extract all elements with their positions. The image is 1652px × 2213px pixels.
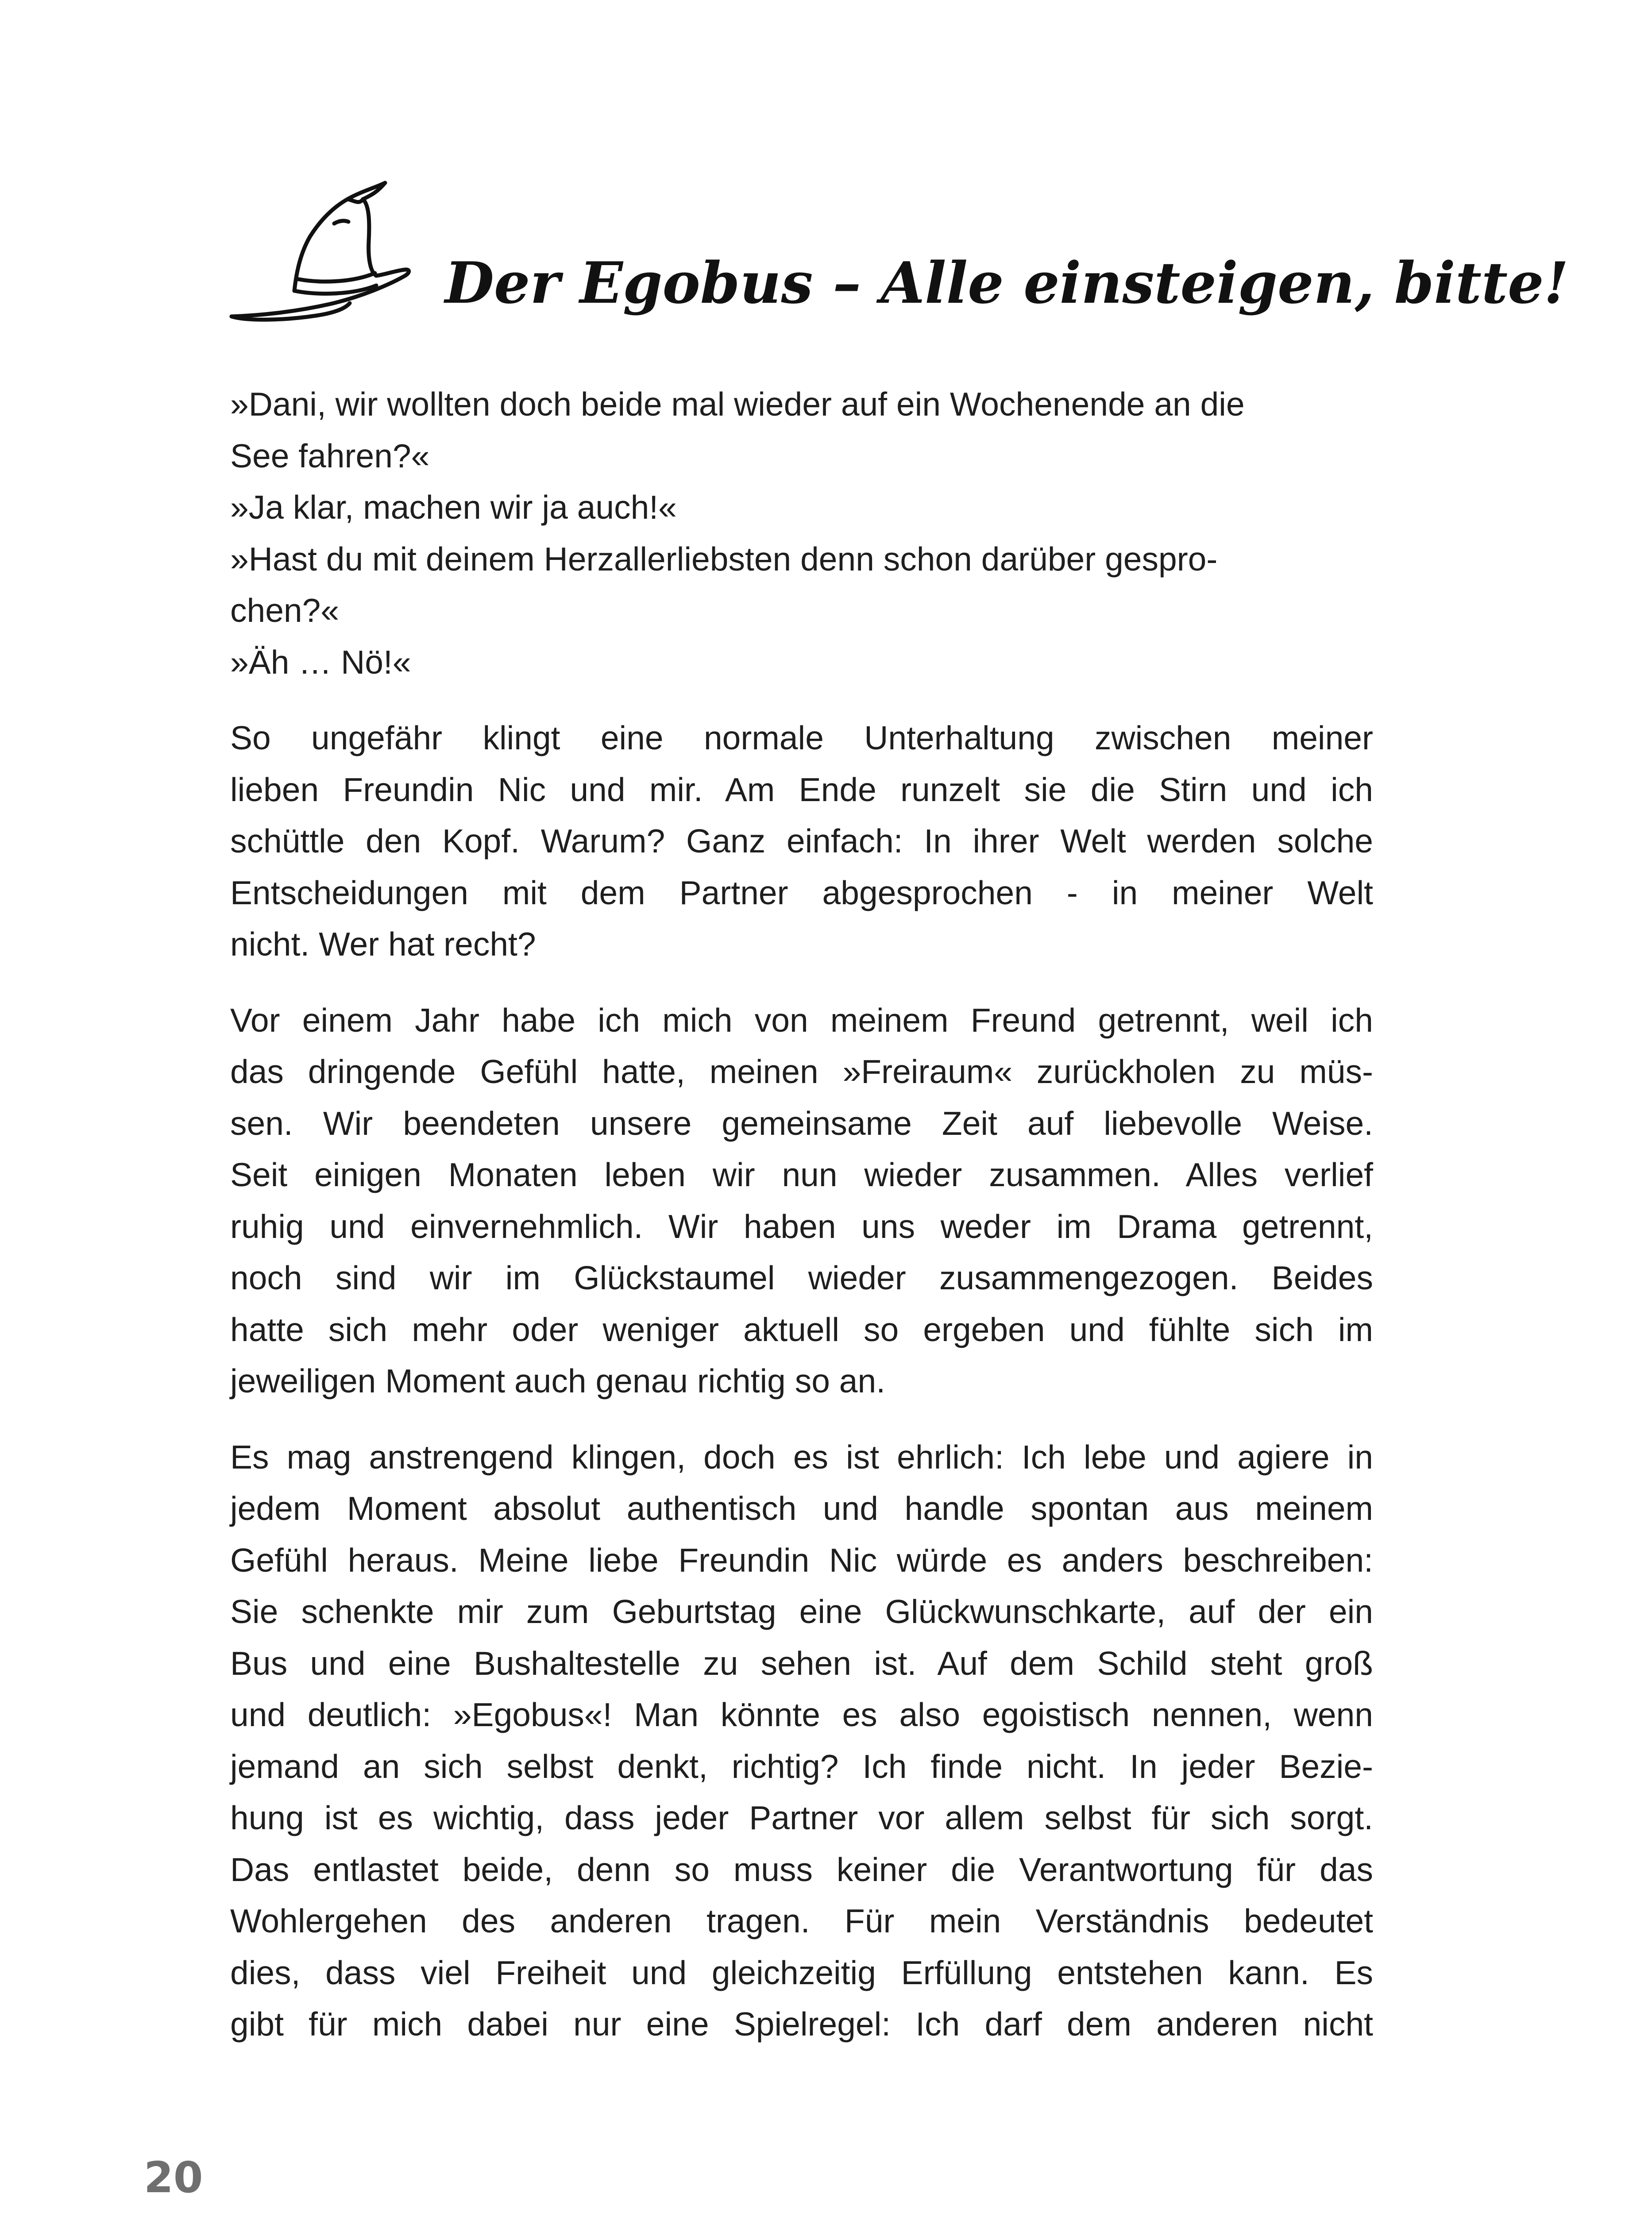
dialogue-line: »Dani, wir wollten doch beide mal wieder auf ein Wochenende an die (230, 386, 1245, 423)
dialogue-block (230, 378, 1373, 688)
paragraph-1 (230, 712, 1373, 970)
paragraph-line: Bus und eine Bushaltestelle zu sehen ist. Auf dem Schild steht groß (230, 1644, 1373, 1682)
paragraph-line: lieben Freundin Nic und mir. Am Ende runzelt sie die Stirn und ich (230, 771, 1373, 808)
paragraph-line: schüttle den Kopf. Warum? Ganz einfach: In ihrer Welt werden solche (230, 822, 1373, 860)
paragraph-line: Wohlergehen des anderen tragen. Für mein Verständnis bedeutet (230, 1902, 1373, 1939)
chapter-title: Der Egobus – Alle einsteigen, bitte! (445, 250, 1569, 316)
paragraph-line: und deutlich: »Egobus«! Man könnte es also egoistisch nennen, wenn (230, 1696, 1373, 1733)
dialogue-line: »Äh … Nö!« (230, 643, 411, 681)
paragraph-line: das dringende Gefühl hatte, meinen »Freiraum« zurückholen zu müs- (230, 1053, 1373, 1090)
paragraph-line: noch sind wir im Glückstaumel wieder zusammengezogen. Beides (230, 1259, 1373, 1296)
body-text (230, 378, 1373, 2074)
paragraph-line: Vor einem Jahr habe ich mich von meinem Freund getrennt, weil ich (230, 1001, 1373, 1039)
paragraph-line: Entscheidungen mit dem Partner abgesprochen - in meiner Welt (230, 874, 1373, 911)
paragraph-line: Gefühl heraus. Meine liebe Freundin Nic würde es anders beschreiben: (230, 1541, 1373, 1579)
paragraph-line: Es mag anstrengend klingen, doch es ist ehrlich: Ich lebe und agiere in (230, 1438, 1373, 1476)
witch-hat-icon (228, 175, 449, 334)
paragraph-line: jemand an sich selbst denkt, richtig? Ich finde nicht. In jeder Bezie- (230, 1747, 1373, 1785)
paragraph-line: So ungefähr klingt eine normale Unterhaltung zwischen meiner (230, 719, 1373, 756)
paragraph-line: Sie schenkte mir zum Geburtstag eine Glückwunschkarte, auf der ein (230, 1593, 1373, 1630)
page-number: 20 (144, 2153, 203, 2202)
dialogue-line: chen?« (230, 592, 340, 629)
paragraph-line: jedem Moment absolut authentisch und handle spontan aus meinem (230, 1490, 1373, 1527)
paragraph-line: hung ist es wichtig, dass jeder Partner vor allem selbst für sich sorgt. (230, 1799, 1373, 1836)
paragraph-line: nicht. Wer hat recht? (230, 925, 536, 963)
paragraph-2 (230, 995, 1373, 1407)
paragraph-line: ruhig und einvernehmlich. Wir haben uns weder im Drama getrennt, (230, 1207, 1373, 1245)
paragraph-line: sen. Wir beendeten unsere gemeinsame Zeit auf liebevolle Weise. (230, 1104, 1373, 1142)
paragraph-line: dies, dass viel Freiheit und gleichzeitig Erfüllung entstehen kann. Es (230, 1954, 1373, 1991)
paragraph-line: Seit einigen Monaten leben wir nun wieder zusammen. Alles verlief (230, 1156, 1373, 1193)
dialogue-line: »Hast du mit deinem Herzallerliebsten denn schon darüber gespro- (230, 540, 1218, 578)
paragraph-line: Das entlastet beide, denn so muss keiner die Verantwortung für das (230, 1851, 1373, 1888)
paragraph-3 (230, 1431, 1373, 2050)
paragraph-line: hatte sich mehr oder weniger aktuell so ergeben und fühlte sich im (230, 1311, 1373, 1348)
paragraph-line: jeweiligen Moment auch genau richtig so an. (230, 1362, 886, 1400)
dialogue-line: See fahren?« (230, 437, 430, 474)
dialogue-line: »Ja klar, machen wir ja auch!« (230, 489, 677, 526)
paragraph-line: gibt für mich dabei nur eine Spielregel: Ich darf dem anderen nicht (230, 2005, 1373, 2043)
